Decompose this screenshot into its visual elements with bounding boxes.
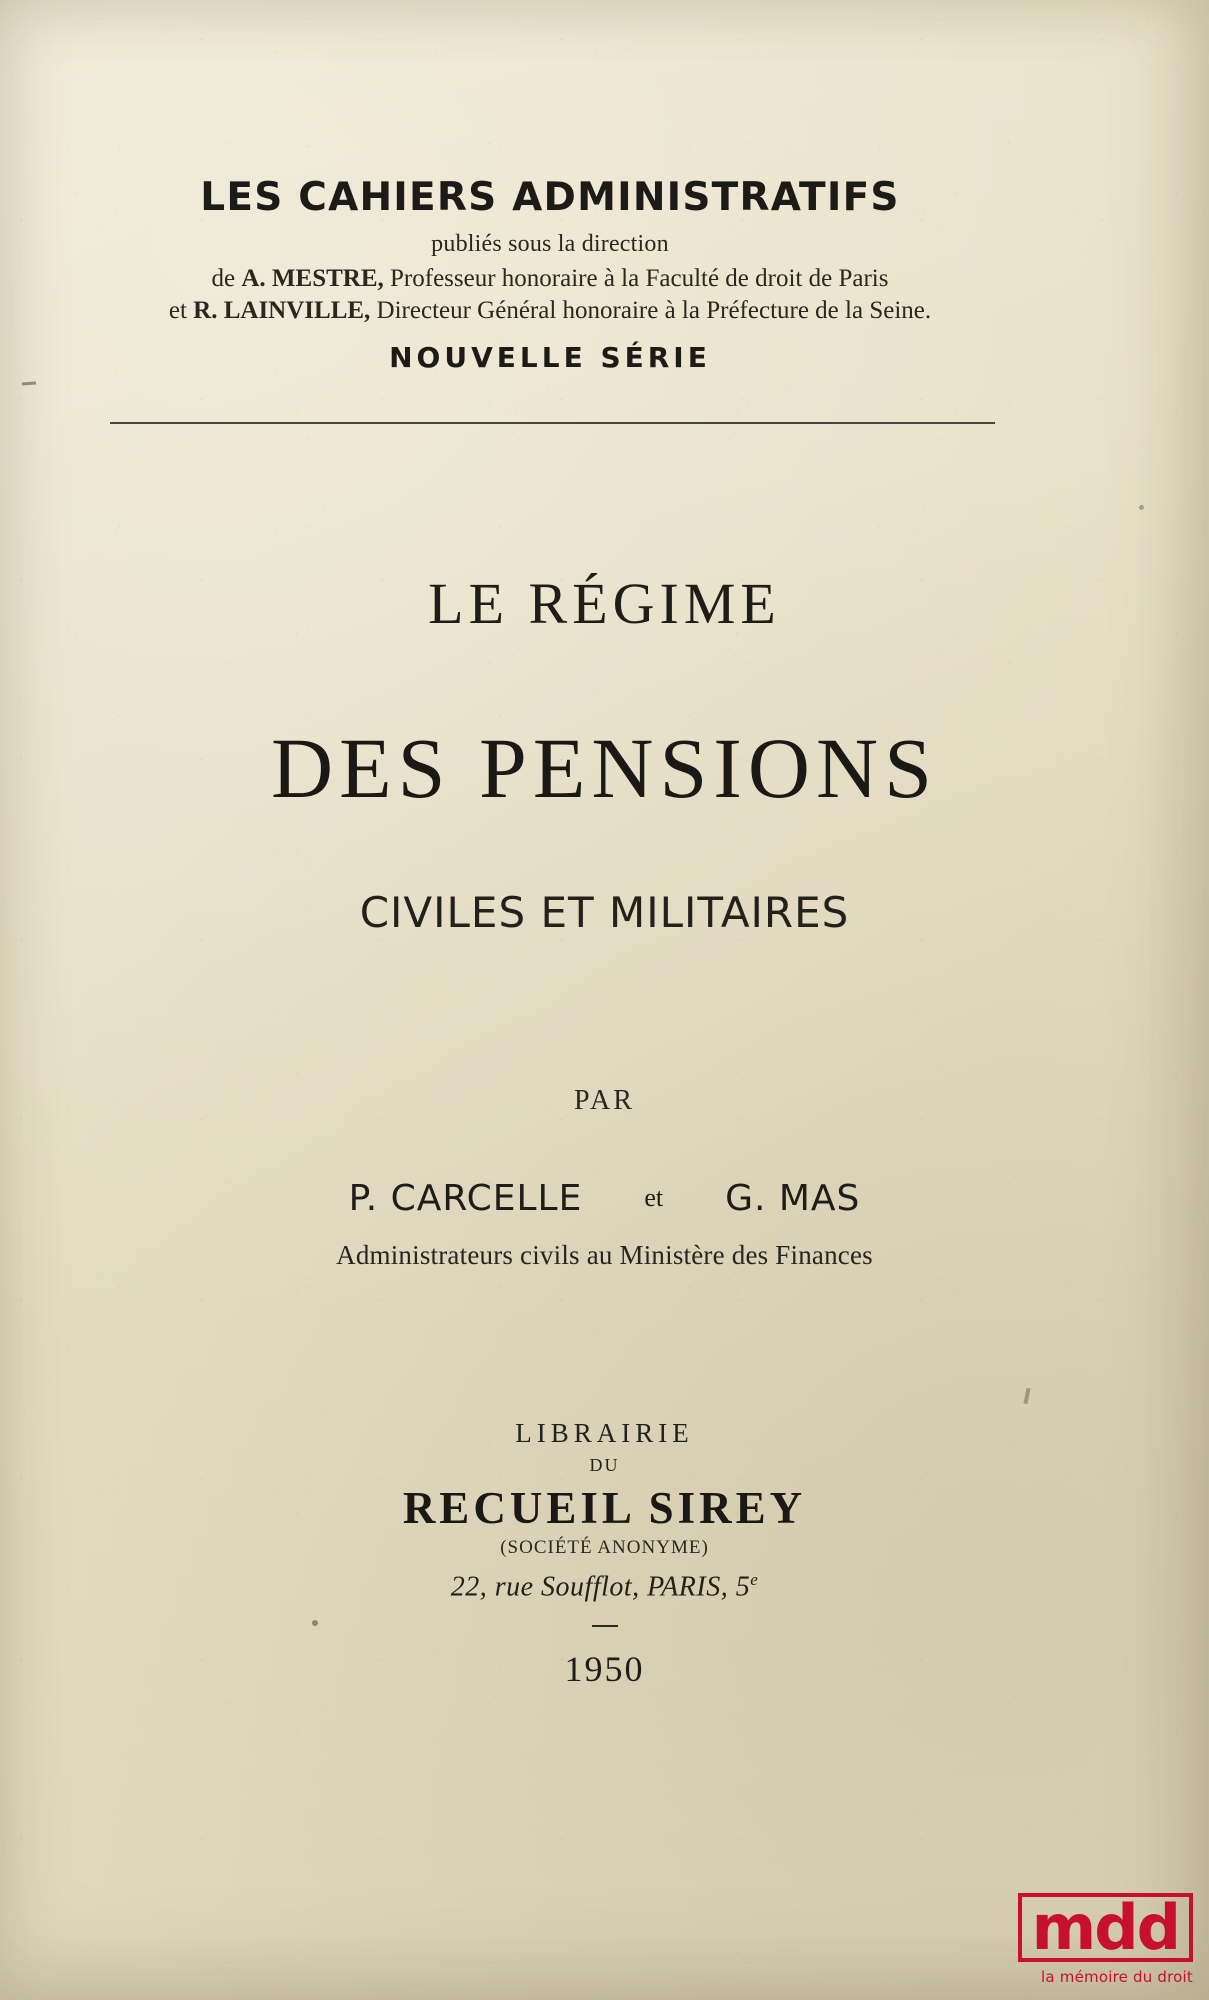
publisher-address-text: 22, rue Soufflot, PARIS, 5 — [450, 1571, 751, 1603]
book-title-line-3: CIVILES ET MILITAIRES — [359, 888, 850, 937]
scan-speck-upper-right — [1139, 505, 1144, 510]
authors-affiliation: Administrateurs civils au Ministère des Finances — [336, 1240, 873, 1270]
book-title-line-2: DES PENSIONS — [271, 720, 938, 816]
series-director-line-1: de A. MESTRE, Professeur honoraire à la Faculté de droit de Paris — [211, 264, 889, 292]
publisher-address — [0, 1570, 1209, 1603]
series-label: NOUVELLE SÉRIE — [389, 340, 711, 374]
mdd-logo-mark — [1018, 1891, 1193, 1965]
scan-mark-right — [1023, 1388, 1030, 1404]
watermark-logo — [933, 1893, 1193, 1986]
series-subtitle: publiés sous la direction — [431, 230, 669, 257]
publisher-librairie-label: LIBRAIRIE — [515, 1418, 694, 1448]
publisher-legal-form: (SOCIÉTÉ ANONYME) — [500, 1537, 709, 1558]
author-name-2: G. MAS — [725, 1178, 861, 1219]
scan-mark-left — [22, 382, 36, 386]
publication-year: 1950 — [564, 1649, 645, 1689]
publisher-name: RECUEIL SIREY — [402, 1483, 807, 1533]
mdd-logo-text: mdd — [1031, 1891, 1179, 1965]
authors-line — [0, 1178, 1209, 1219]
scan-speck-lower — [312, 1620, 318, 1626]
publisher-du-label: DU — [589, 1455, 620, 1475]
by-label: PAR — [574, 1085, 635, 1116]
authors-conjunction: et — [644, 1183, 664, 1212]
author-name-1: P. CARCELLE — [348, 1178, 583, 1219]
series-director-line-2: et R. LAINVILLE, Directeur Général honoraire à la Préfecture de la Seine. — [168, 296, 932, 324]
header-divider-rule — [110, 422, 995, 424]
series-title: LES CAHIERS ADMINISTRATIFS — [200, 175, 900, 220]
publisher-address-superscript: e — [750, 1570, 759, 1589]
book-title-line-1: LE RÉGIME — [428, 571, 781, 636]
series-header-block — [90, 175, 1010, 374]
mdd-logo-tagline: la mémoire du droit — [1041, 1968, 1193, 1986]
publisher-dash-separator — [592, 1625, 618, 1627]
